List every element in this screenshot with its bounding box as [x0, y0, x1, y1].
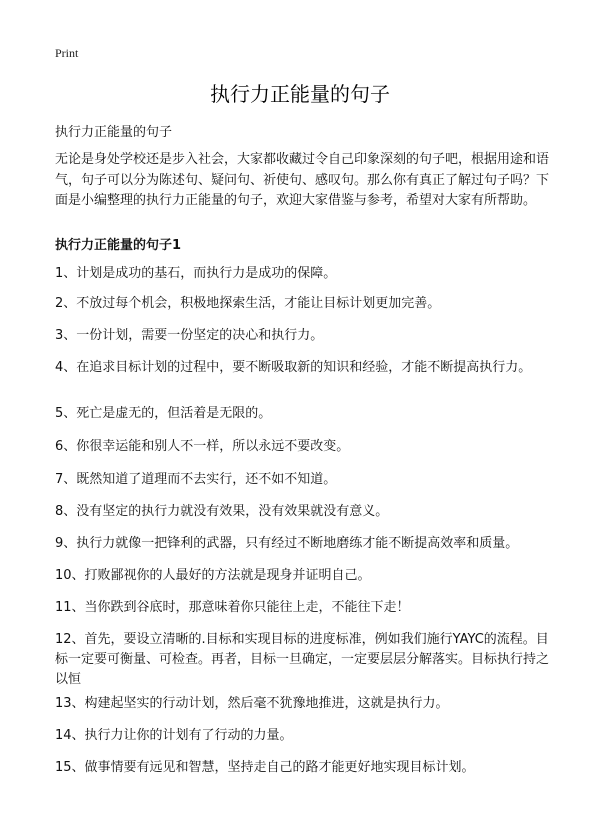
list-item: 13、构建起坚实的行动计划，然后毫不犹豫地推进，这就是执行力。 — [55, 696, 449, 711]
list-item: 4、在追求目标计划的过程中，要不断吸取新的知识和经验，才能不断提高执行力。 — [55, 360, 532, 375]
list-item: 3、一份计划，需要一份坚定的决心和执行力。 — [55, 328, 324, 343]
list-item: 10、打败鄙视你的人最好的方法就是现身并证明自己。 — [55, 568, 371, 583]
list-item: 15、做事情要有远见和智慧，坚持走自己的路才能更好地实现目标计划。 — [55, 760, 475, 775]
list-item: 9、执行力就像一把锋利的武器，只有经过不断地磨练才能不断提高效率和质量。 — [55, 536, 519, 551]
list-item: 5、死亡是虚无的，但活着是无限的。 — [55, 406, 272, 421]
list-item: 1、计划是成功的基石，而执行力是成功的保障。 — [55, 266, 337, 281]
list-item: 11、当你跌到谷底时，那意味着你只能往上走，不能往下走！ — [55, 600, 410, 615]
document-subtitle: 执行力正能量的句子 — [55, 125, 173, 140]
intro-paragraph: 无论是身处学校还是步入社会，大家都收藏过令自己印象深刻的句子吧，根据用途和语气，句子可以分为陈述句、疑问句、祈使句、感叹句。那么你有真正了解过句子吗？下面是小编整理的执行力正能量的句子，欢迎大家借鉴与参考，希望对大家有所帮助。 — [55, 152, 550, 208]
list-item: 7、既然知道了道理而不去实行，还不如不知道。 — [55, 472, 337, 487]
list-item: 2、不放过每个机会，积极地探索生活，才能让目标计划更加完善。 — [55, 296, 441, 311]
page-title: 执行力正能量的句子 — [210, 82, 390, 106]
list-item: 8、没有坚定的执行力就没有效果，没有效果就没有意义。 — [55, 504, 389, 519]
list-item: 6、你很幸运能和别人不一样，所以永远不要改变。 — [55, 439, 350, 454]
print-link[interactable]: Print — [55, 46, 79, 60]
list-item: 14、执行力让你的计划有了行动的力量。 — [55, 728, 293, 743]
section-heading: 执行力正能量的句子1 — [55, 238, 182, 253]
list-item: 12、首先，要设立清晰的.目标和实现目标的进度标准，例如我们施行YAYC的流程。目标一定要可衡量、可检查。再者，目标一旦确定，一定要层层分解落实。目标执行持之以恒 — [55, 632, 550, 687]
